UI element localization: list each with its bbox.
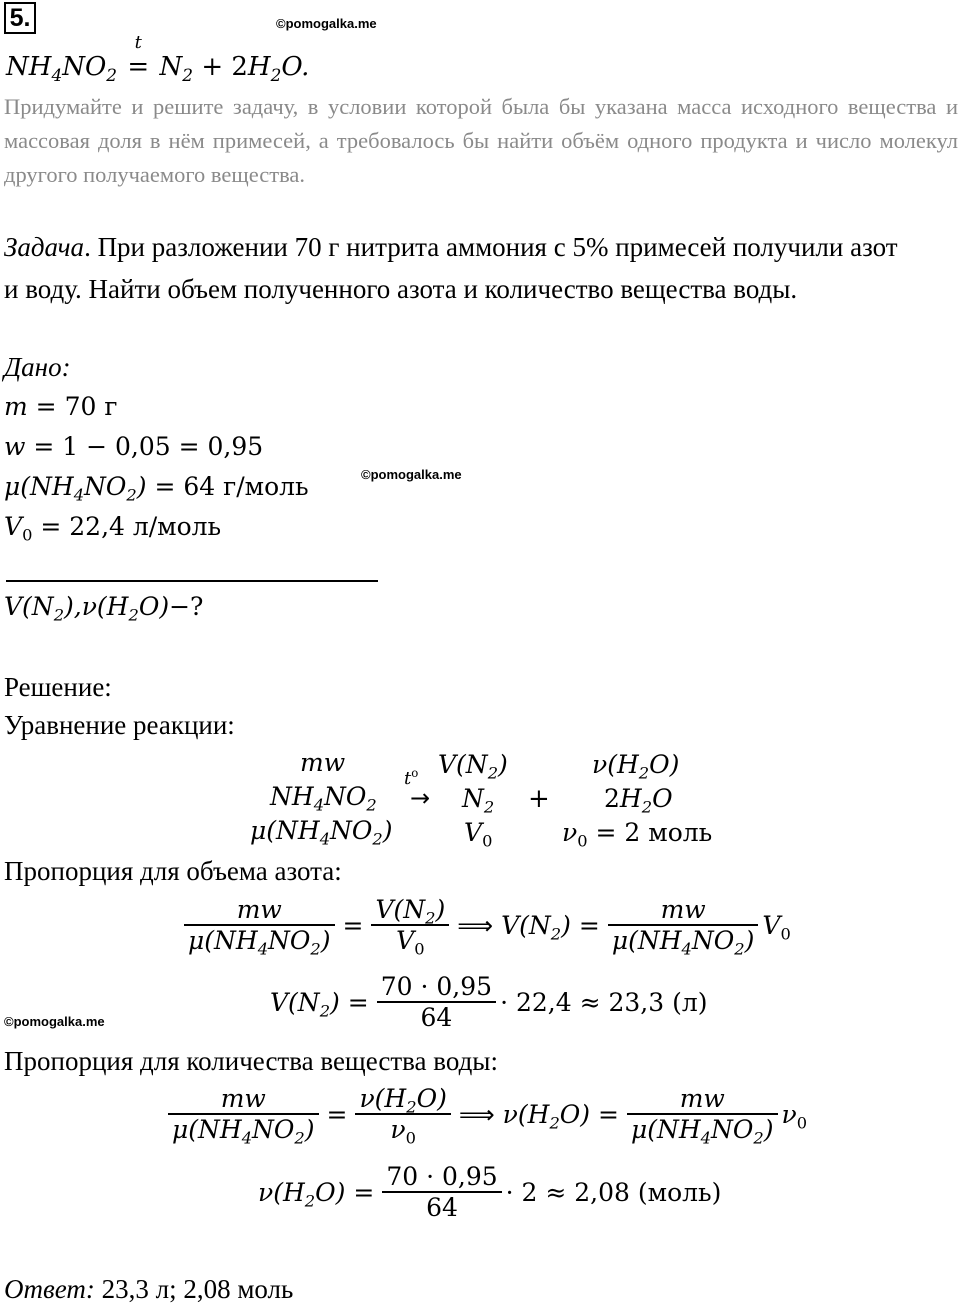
- watermark-top: ©pomogalka.me: [276, 16, 377, 31]
- proportion-water-label: Пропорция для количества вещества воды:: [4, 1046, 498, 1076]
- rx-arrow-label: $t^o$: [404, 765, 419, 789]
- solution-label: Решение:: [4, 672, 112, 702]
- nitrogen-proportion: $\frac{mw}{\mu(NH_4NO_2)}$ = $\frac{V(N_2)}{V_0}$ ⟹ $V(N_2)$ = $\frac{mw}{\mu(NH_4NO_2)}$ $V_0$: [180, 895, 795, 955]
- rx-mw: mw: [300, 748, 346, 777]
- given-molar-volume: $V_0 = 22,4$ л/моль: [4, 512, 222, 545]
- given-label: Дано:: [4, 352, 71, 382]
- given-fraction: w = 1 − 0,05 = 0,95: [4, 432, 264, 461]
- given-molar-mass: $\mu(NH_4NO_2) = 64$ г/моль: [4, 472, 309, 505]
- find-line: $V(N_2),\nu(H_2O)-$?: [4, 592, 204, 625]
- rx-n2: $N_2$: [462, 784, 495, 817]
- rx-arrow: →: [410, 784, 431, 812]
- rx-v0: $V_0$: [464, 818, 493, 851]
- given-divider: [6, 580, 378, 582]
- given-mass: m = 70 г: [4, 392, 118, 421]
- rx-vn2: $V(N_2)$: [438, 750, 508, 783]
- problem-condition: Придумайте и решите задачу, в условии которой была бы указана масса исходного вещества и массовая доля в нём примесей, а требовалось бы найти объём одного продукта и число молекул другого получаемого вещества.: [4, 94, 958, 187]
- rx-nu0: $\nu_0 = 2$ моль: [562, 818, 713, 851]
- proportion-nitrogen-label: Пропорция для объема азота:: [4, 856, 342, 886]
- water-proportion: $\frac{mw}{\mu(NH_4NO_2)}$ = $\frac{\nu(H_2O)}{\nu_0}$ ⟹ $\nu(H_2O)$ = $\frac{mw}{\mu(NH_4NO_2)}$ $\nu_0$: [164, 1084, 811, 1144]
- watermark-left: ©pomogalka.me: [4, 1014, 105, 1029]
- task-line-2: и воду. Найти объем полученного азота и количество вещества воды.: [4, 274, 798, 304]
- reaction-equation: $NH_4NO_2$ t = $N_2 + 2H_2O$.: [6, 32, 310, 85]
- answer-label: Ответ:: [4, 1274, 95, 1304]
- task-line-1: Задача. При разложении 70 г нитрита аммония с 5% примесей получили азот: [4, 232, 898, 262]
- rx-nuh2o: $\nu(H_2O)$: [592, 750, 680, 783]
- water-calculation: $\nu(H_2O)$ = $\frac{70 \cdot 0,95}{64}$ · 2 ≈ 2,08 (моль): [258, 1162, 722, 1222]
- rx-plus: +: [528, 784, 550, 814]
- task-label: Задача: [4, 232, 85, 262]
- rx-mu: $\mu(NH_4NO_2)$: [250, 816, 393, 849]
- arrow-label: t: [134, 32, 142, 53]
- problem-number: 5.: [4, 2, 36, 34]
- watermark-middle: ©pomogalka.me: [361, 467, 462, 482]
- rx-reactant: $NH_4NO_2$: [270, 782, 377, 815]
- equation-label: Уравнение реакции:: [4, 710, 235, 740]
- nitrogen-calculation: $V(N_2)$ = $\frac{70 \cdot 0,95}{64}$ · 22,4 ≈ 23,3 (л): [270, 972, 708, 1032]
- rx-h2o: $2H_2O$: [604, 784, 673, 817]
- answer-line: Ответ: 23,3 л; 2,08 моль: [4, 1274, 294, 1304]
